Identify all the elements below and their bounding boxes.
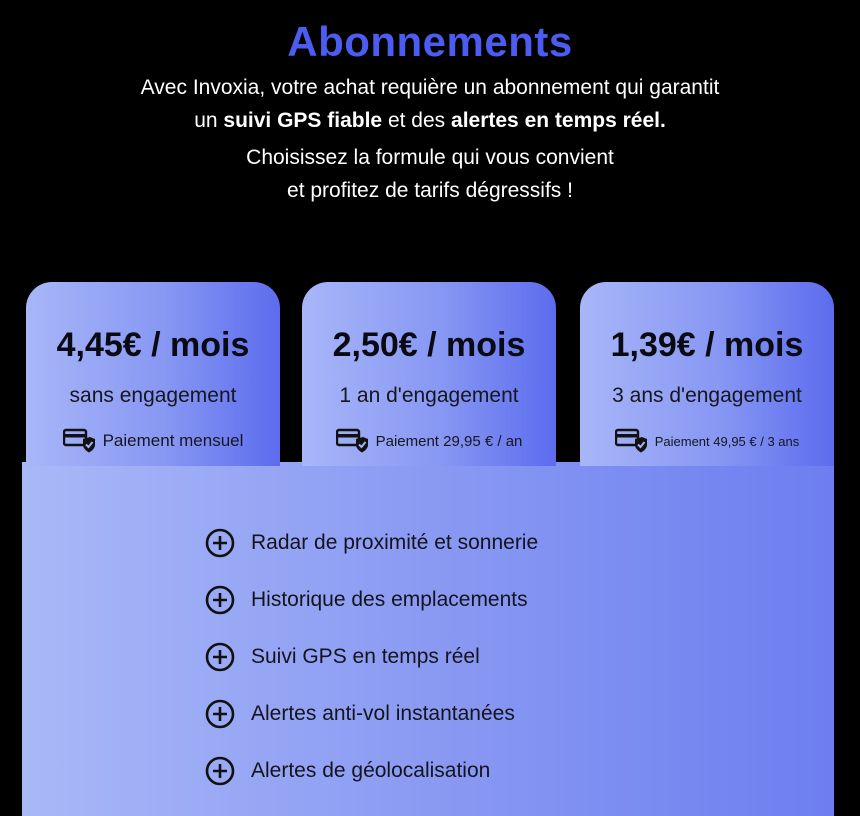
choose-line-2: et profitez de tarifs dégressifs ! [287,179,573,202]
plan-payment [302,428,556,454]
page-title: Abonnements [287,18,573,65]
intro-line-1: Avec Invoxia, votre achat requière un abonnement qui garantit [140,76,720,99]
feature-label: Historique des emplacements [251,587,528,611]
choose-text [0,141,860,207]
plan-price: 1,39€ / mois [610,326,804,364]
feature-label: Alertes anti-vol instantanées [251,701,515,725]
list-item [205,514,725,571]
plan-payment-label: Paiement mensuel [102,431,244,450]
intro-line-2 [0,104,860,137]
plan-commitment: sans engagement [69,384,237,407]
plan-commitment: 3 ans d'engagement [612,384,802,407]
plus-circle-icon [205,528,235,558]
intro-highlight-alerts: alertes en temps réel. [451,109,666,132]
intro-line-2-pre: un [194,109,224,132]
intro-highlight-gps: suivi GPS fiable [223,109,383,132]
choose-line-1: Choisissez la formule qui vous convient [246,146,614,169]
plan-payment-label: Paiement 49,95 € / 3 ans [654,433,800,449]
plus-circle-icon [205,756,235,786]
intro-line-2-mid: et des [382,109,452,132]
list-item [205,571,725,628]
credit-card-shield-icon [615,428,647,454]
feature-label: Alertes de géolocalisation [251,758,491,782]
plan-payment [580,428,834,454]
credit-card-shield-icon [63,428,95,454]
plan-payment [26,428,280,454]
plan-price: 4,45€ / mois [56,326,250,364]
list-item [205,628,725,685]
features-list [205,514,725,799]
plus-circle-icon [205,585,235,615]
plan-commitment: 1 an d'engagement [339,384,519,407]
plan-card-monthly[interactable] [26,282,280,466]
feature-label: Suivi GPS en temps réel [251,644,480,668]
plus-circle-icon [205,699,235,729]
intro-text [0,71,860,137]
list-item [205,685,725,742]
plan-price: 2,50€ / mois [332,326,526,364]
plan-card-yearly[interactable] [302,282,556,466]
plan-card-three-years[interactable] [580,282,834,466]
list-item [205,742,725,799]
credit-card-shield-icon [336,428,368,454]
plus-circle-icon [205,642,235,672]
feature-label: Radar de proximité et sonnerie [251,530,539,554]
plan-payment-label: Paiement 29,95 € / an [375,432,523,450]
